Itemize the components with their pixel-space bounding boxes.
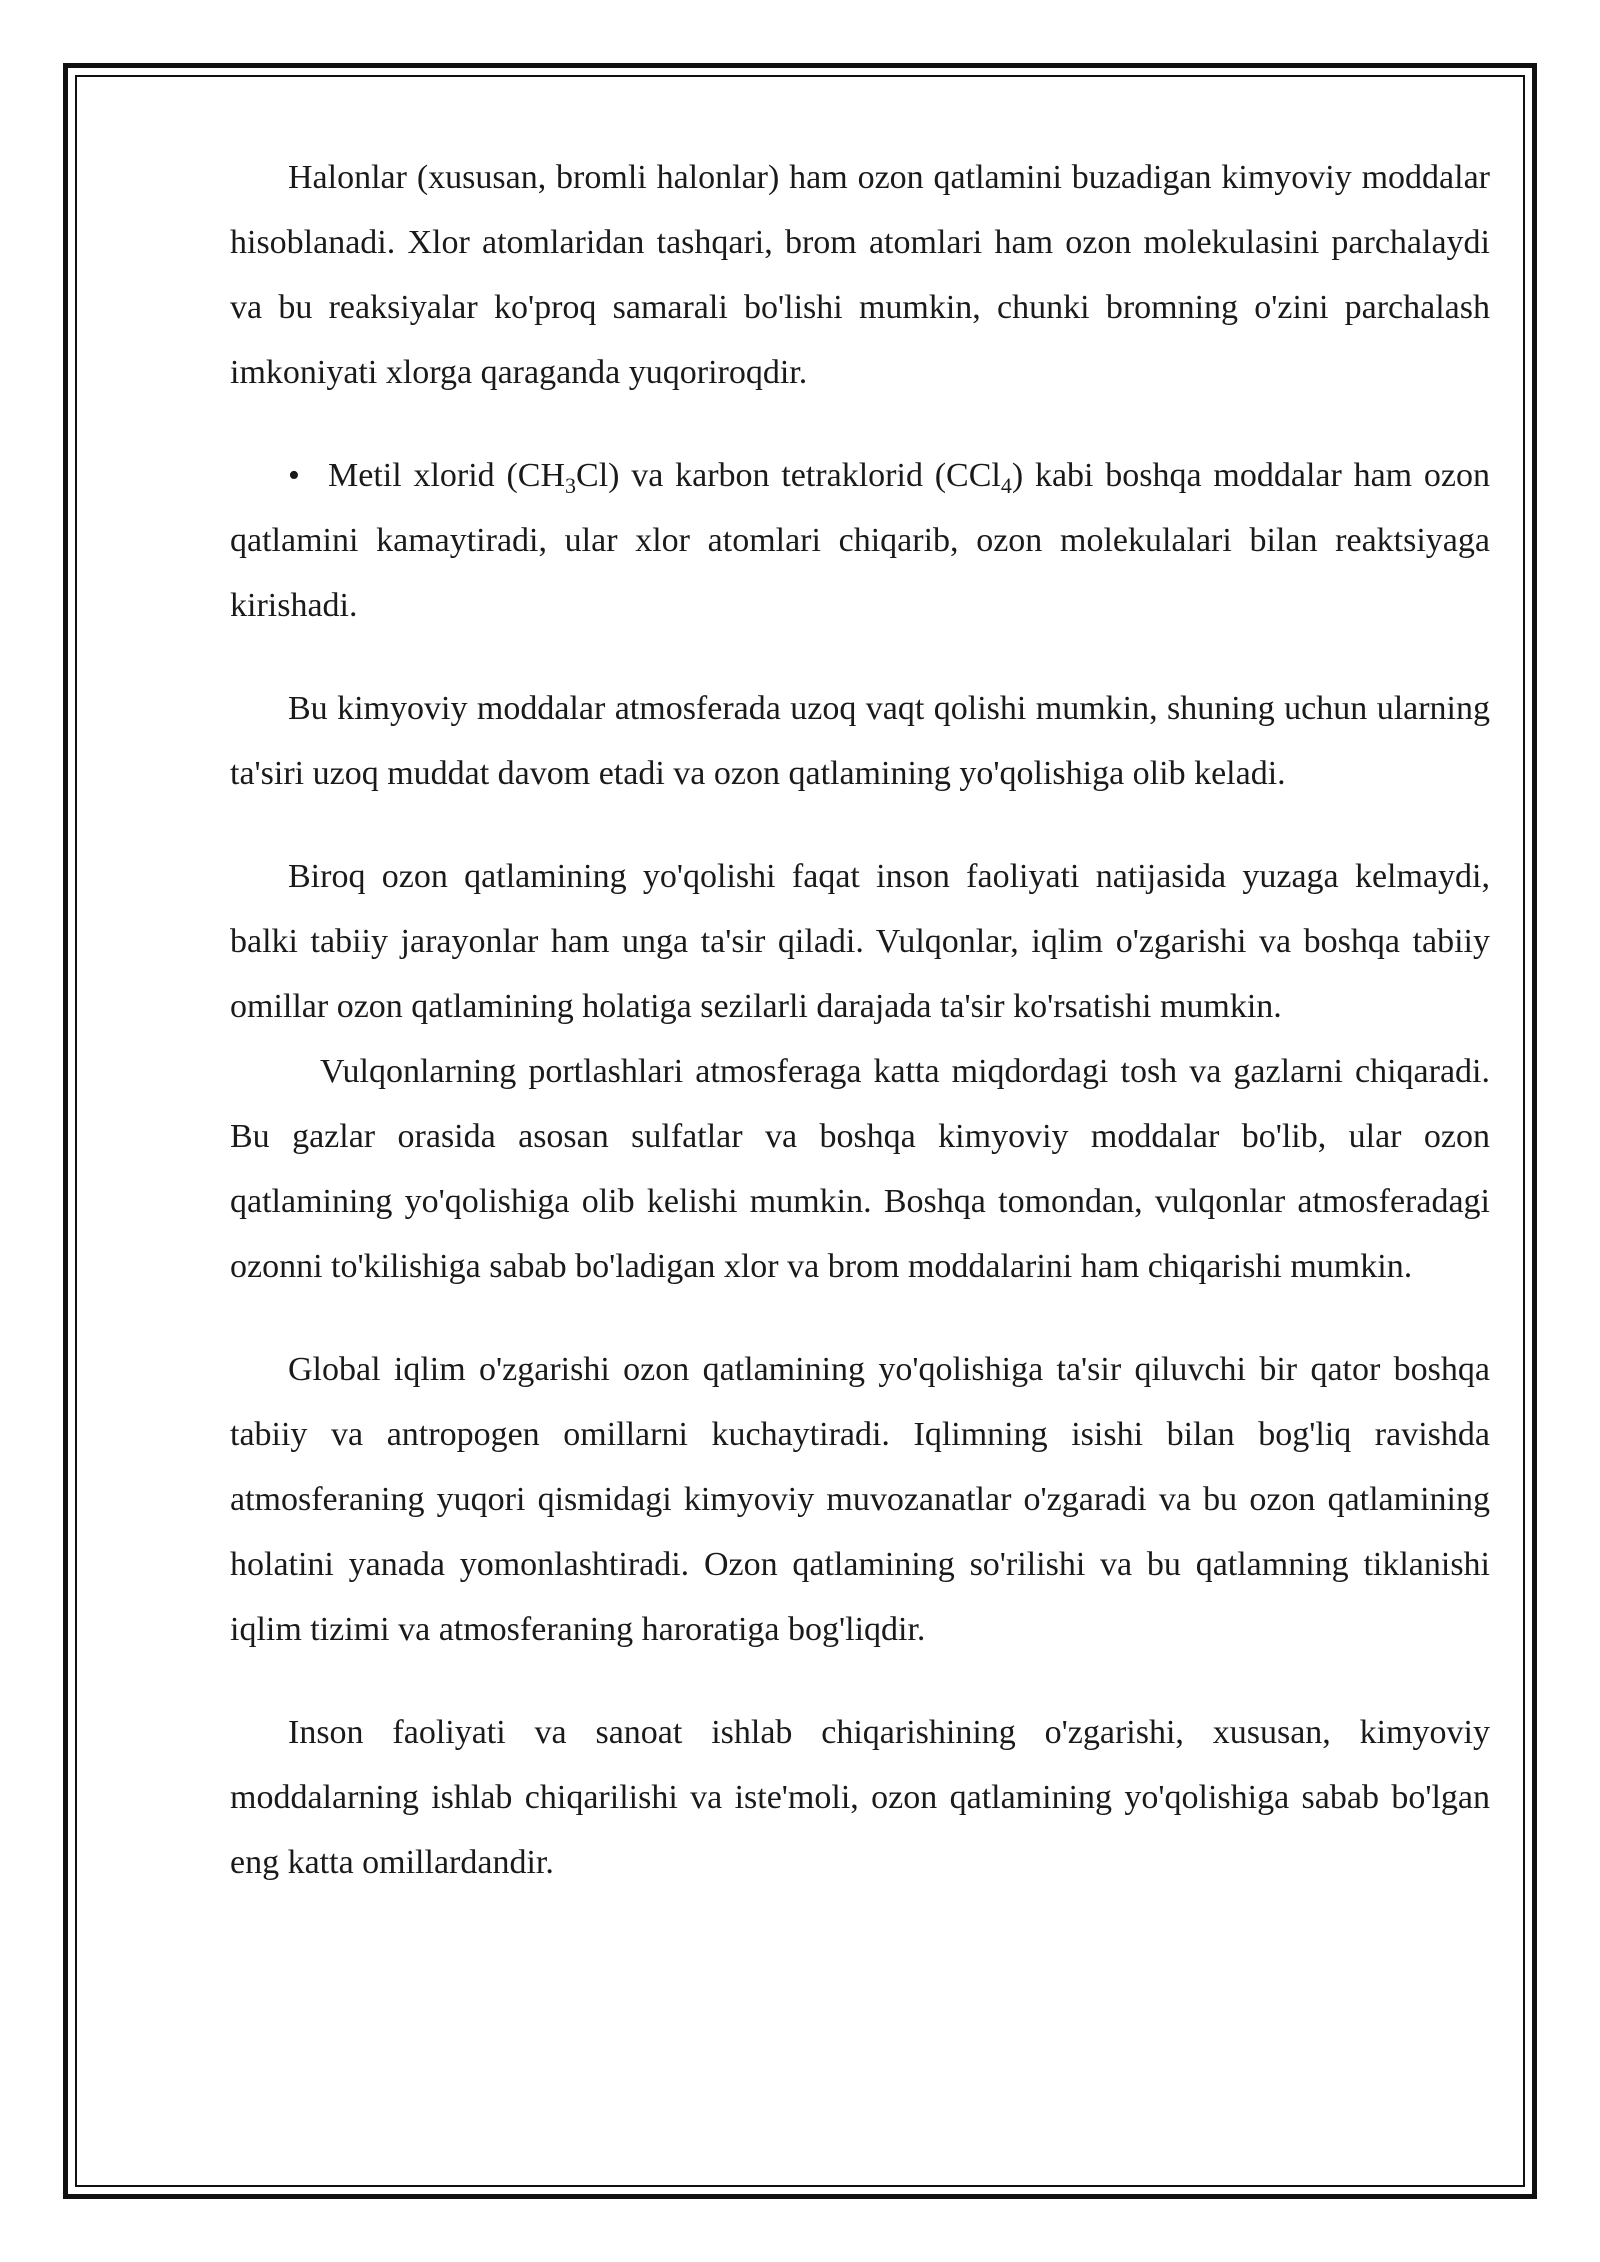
paragraph-natural-processes: Biroq ozon qatlamining yo'qolishi faqat inson faoliyati natijasida yuzaga kelmaydi, balki tabiiy jarayonlar ham unga ta'sir qiladi. Vulqonlar, iqlim o'zgarishi va boshqa tabiiy omillar ozon qatlamining holatiga sezilarli darajada ta'sir ko'rsatishi mumkin. bbox=[230, 858, 1490, 1025]
paragraph-long-lasting: Bu kimyoviy moddalar atmosferada uzoq vaqt qolishi mumkin, shuning uchun ularning ta'siri uzoq muddat davom etadi va ozon qatlamining yo'qolishiga olib keladi. bbox=[230, 690, 1490, 792]
bullet-text-part1: Metil xlorid (CH bbox=[328, 457, 566, 494]
bullet-marker: • bbox=[288, 457, 300, 494]
bullet-text-part2: Cl) va karbon tetraklorid (CCl bbox=[576, 457, 1001, 494]
bullet-text-part3: ) kabi boshqa moddalar ham ozon qatlamini kamaytiradi, ular xlor atomlari chiqarib, ozon molekulalari bilan reaktsiyaga kirishadi. bbox=[230, 457, 1491, 624]
subscript-3: 3 bbox=[565, 473, 577, 498]
subscript-4: 4 bbox=[1000, 473, 1012, 498]
paragraph-volcanoes: Vulqonlarning portlashlari atmosferaga katta miqdordagi tosh va gazlarni chiqaradi. Bu gazlar orasida asosan sulfatlar va boshqa kimyoviy moddalar bo'lib, ular ozon qatlamining yo'qolishiga olib kelishi mumkin. Boshqa tomondan, vulqonlar atmosferadagi ozonni to'kilishiga sabab bo'ladigan xlor va brom moddalarini ham chiqarishi mumkin. bbox=[230, 1053, 1490, 1285]
bullet-item-methyl-chloride bbox=[230, 443, 1490, 638]
paragraph-climate-change: Global iqlim o'zgarishi ozon qatlamining yo'qolishiga ta'sir qiluvchi bir qator boshqa tabiiy va antropogen omillarni kuchaytiradi. Iqlimning isishi bilan bog'liq ravishda atmosferaning yuqori qismidagi kimyoviy muvozanatlar o'zgaradi va bu ozon qatlamining holatini yanada yomonlashtiradi. Ozon qatlamining so'rilishi va bu qatlamning tiklanishi iqlim tizimi va atmosferaning haroratiga bog'liqdir. bbox=[230, 1351, 1490, 1648]
document-body bbox=[230, 145, 1490, 1895]
paragraph-halons: Halonlar (xususan, bromli halonlar) ham ozon qatlamini buzadigan kimyoviy moddalar hisoblanadi. Xlor atomlaridan tashqari, brom atomlari ham ozon molekulasini parchalaydi va bu reaksiyalar ko'proq samarali bo'lishi mumkin, chunki bromning o'zini parchalash imkoniyati xlorga qaraganda yuqoriroqdir. bbox=[230, 159, 1490, 391]
paragraph-human-activity: Inson faoliyati va sanoat ishlab chiqarishining o'zgarishi, xususan, kimyoviy moddalarning ishlab chiqarilishi va iste'moli, ozon qatlamining yo'qolishiga sabab bo'lgan eng katta omillardandir. bbox=[230, 1714, 1490, 1881]
